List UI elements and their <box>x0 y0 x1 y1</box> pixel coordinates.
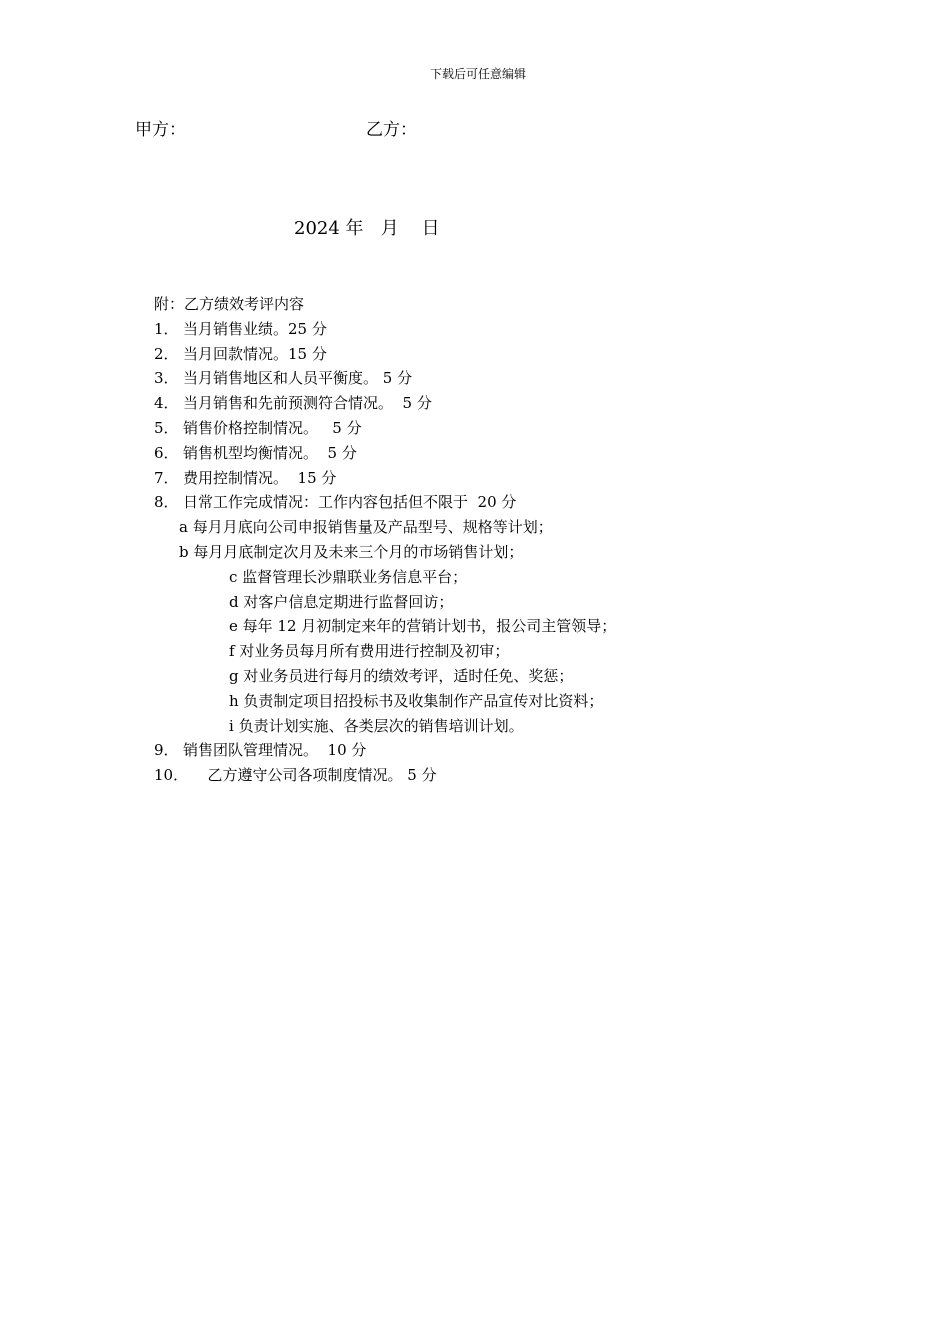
item-text: 当月销售和先前预测符合情况。 5 分 <box>183 394 432 413</box>
item-number: 6． <box>154 443 179 462</box>
item-number: 8． <box>154 493 179 512</box>
sub-list-item: b 每月月底制定次月及未来三个月的市场销售计划； <box>179 542 524 561</box>
item-text: 当月销售业绩。25 分 <box>183 319 327 338</box>
sub-list-item: i 负责计划实施、各类层次的销售培训计划。 <box>229 716 524 735</box>
list-item <box>0 763 950 788</box>
list-item <box>0 342 950 367</box>
party-b-signature-label: 乙方： <box>366 120 417 140</box>
party-a-signature-label: 甲方： <box>135 120 186 140</box>
list-item <box>0 466 950 491</box>
sub-list-item: f 对业务员每月所有费用进行控制及初审； <box>229 642 510 661</box>
sub-list-item: h 负责制定项目招投标书及收集制作产品宣传对比资料； <box>229 691 604 710</box>
item-number: 5． <box>154 418 179 437</box>
item-text: 乙方遵守公司各项制度情况。 5 分 <box>198 766 437 785</box>
appendix-title: 附：乙方绩效考评内容 <box>154 295 305 313</box>
sub-list-item: d 对客户信息定期进行监督回访； <box>229 592 454 611</box>
item-text: 费用控制情况。 15 分 <box>183 468 337 487</box>
item-number: 1． <box>154 319 179 338</box>
list-item <box>0 366 950 391</box>
item-text: 销售机型均衡情况。 5 分 <box>183 443 357 462</box>
item-number: 3． <box>154 369 179 388</box>
sub-list-item: a 每月月底向公司申报销售量及产品型号、规格等计划； <box>179 518 553 537</box>
header-note: 下载后可任意编辑 <box>429 67 526 81</box>
item-number: 4． <box>154 394 179 413</box>
item-text: 销售团队管理情况。 10 分 <box>183 741 367 760</box>
appendix-section <box>0 292 950 788</box>
item-text: 销售价格控制情况。 5 分 <box>183 418 362 437</box>
item-number: 7． <box>154 468 179 487</box>
list-item <box>0 441 950 466</box>
item-text: 日常工作完成情况：工作内容包括但不限于 20 分 <box>183 493 517 512</box>
list-item <box>0 317 950 342</box>
sub-list-item: g 对业务员进行每月的绩效考评，适时任免、奖惩； <box>229 666 574 685</box>
list-item <box>0 416 950 441</box>
date-line: 2024 年 月 日 <box>294 218 440 239</box>
sub-list-item: e 每年 12 月初制定来年的营销计划书，报公司主管领导； <box>229 617 617 636</box>
item-text: 当月销售地区和人员平衡度。 5 分 <box>183 369 413 388</box>
item-number: 2． <box>154 344 179 363</box>
item-text: 当月回款情况。15 分 <box>183 344 327 363</box>
item-number: 9． <box>154 741 179 760</box>
item-number: 10． <box>154 766 189 785</box>
list-item <box>0 738 950 763</box>
list-item <box>0 490 950 515</box>
list-item <box>0 391 950 416</box>
sub-list-item: c 监督管理长沙鼎联业务信息平台； <box>229 567 468 586</box>
